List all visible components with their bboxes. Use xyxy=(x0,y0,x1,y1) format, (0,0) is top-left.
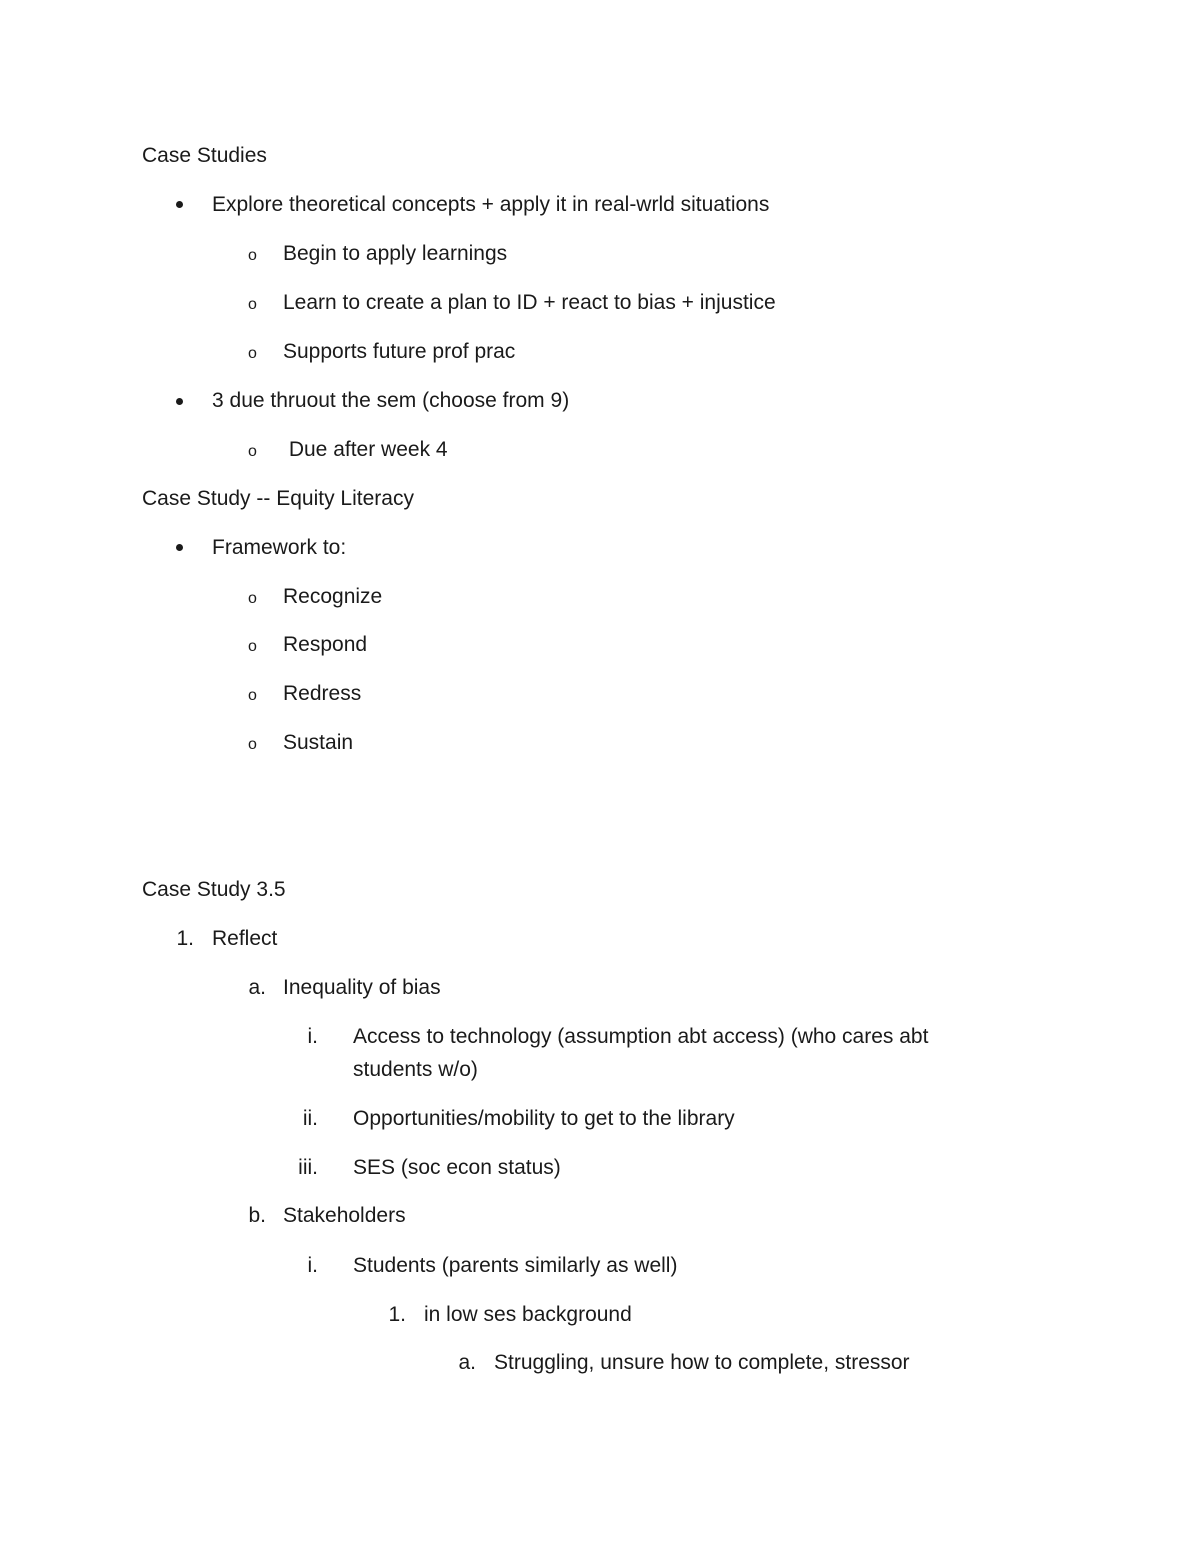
section-heading-equity-literacy: Case Study -- Equity Literacy xyxy=(142,487,414,510)
circle-bullet-icon: o xyxy=(248,687,257,704)
section-heading-case-studies: Case Studies xyxy=(142,144,267,167)
list-item: Students (parents similarly as well) xyxy=(353,1254,678,1277)
bullet-icon xyxy=(176,544,183,551)
list-marker: b. xyxy=(248,1204,266,1227)
section-heading-case-study-3-5: Case Study 3.5 xyxy=(142,878,286,901)
sub-bullet-item: Sustain xyxy=(283,731,354,754)
list-item: Access to technology (assumption abt access) (who cares abt xyxy=(353,1025,929,1048)
list-item: SES (soc econ status) xyxy=(353,1156,561,1179)
circle-bullet-icon: o xyxy=(248,345,257,362)
list-item: Inequality of bias xyxy=(283,976,441,999)
circle-bullet-icon: o xyxy=(248,296,257,313)
bullet-icon xyxy=(176,201,183,208)
list-marker: 1. xyxy=(176,927,194,950)
list-marker: ii. xyxy=(302,1107,318,1130)
sub-bullet-item: Respond xyxy=(283,633,368,656)
list-item: Reflect xyxy=(212,927,278,950)
list-marker: i. xyxy=(307,1254,318,1277)
list-marker: a. xyxy=(248,976,266,999)
circle-bullet-icon: o xyxy=(248,736,257,753)
bullet-icon xyxy=(176,398,183,405)
list-item: in low ses background xyxy=(424,1303,632,1326)
sub-bullet-item: Supports future prof prac xyxy=(283,340,516,363)
sub-bullet-item: Due after week 4 xyxy=(283,438,448,461)
circle-bullet-icon: o xyxy=(248,638,257,655)
bullet-item: Framework to: xyxy=(212,536,347,559)
list-marker: i. xyxy=(307,1025,318,1048)
circle-bullet-icon: o xyxy=(248,590,257,607)
sub-bullet-item: Begin to apply learnings xyxy=(283,242,508,265)
sub-bullet-item: Redress xyxy=(283,682,362,705)
circle-bullet-icon: o xyxy=(248,247,257,264)
list-marker: iii. xyxy=(298,1156,318,1179)
sub-bullet-item: Learn to create a plan to ID + react to bias + injustice xyxy=(283,291,776,314)
circle-bullet-icon: o xyxy=(248,443,257,460)
sub-bullet-item: Recognize xyxy=(283,585,383,608)
list-item: Stakeholders xyxy=(283,1204,406,1227)
bullet-item: Explore theoretical concepts + apply it in real-wrld situations xyxy=(212,193,770,216)
list-item: Struggling, unsure how to complete, stressor xyxy=(494,1351,910,1374)
list-item-continuation: students w/o) xyxy=(353,1058,478,1081)
bullet-item: 3 due thruout the sem (choose from 9) xyxy=(212,389,570,412)
list-item: Opportunities/mobility to get to the library xyxy=(353,1107,735,1130)
list-marker: a. xyxy=(458,1351,476,1374)
list-marker: 1. xyxy=(388,1303,406,1326)
